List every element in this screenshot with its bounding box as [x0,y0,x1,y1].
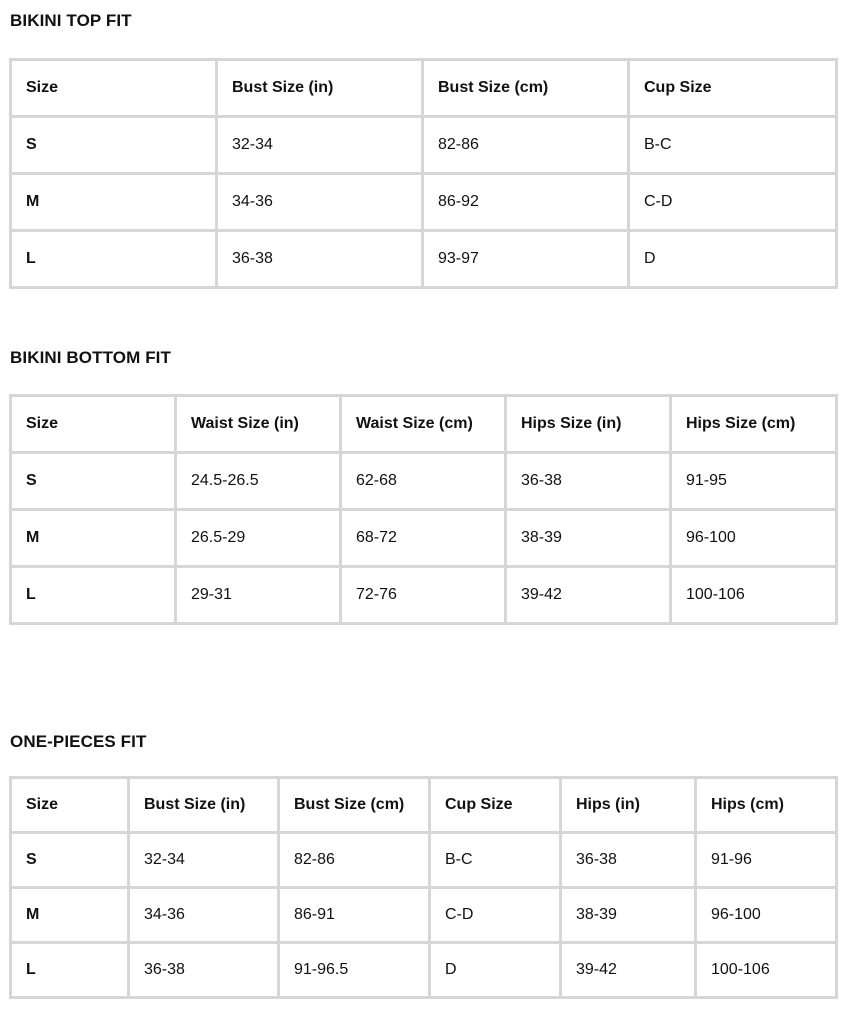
size-cell: M [11,174,217,231]
bikini-bottom-title: BIKINI BOTTOM FIT [10,348,171,367]
table-cell: 34-36 [129,888,279,943]
size-cell: S [11,117,217,174]
table-cell: 86-92 [423,174,629,231]
size-cell: M [11,510,176,567]
size-cell: L [11,231,217,288]
column-header: Waist Size (in) [176,396,341,453]
table-cell: 72-76 [341,567,506,624]
table-cell: D [430,943,561,998]
table-cell: 82-86 [423,117,629,174]
table-cell: 62-68 [341,453,506,510]
table-cell: 26.5-29 [176,510,341,567]
table-header-row [11,778,837,833]
table-cell: D [629,231,837,288]
size-cell: L [11,943,129,998]
size-cell: L [11,567,176,624]
column-header: Hips Size (cm) [671,396,837,453]
table-cell: 91-96 [696,833,837,888]
column-header: Bust Size (cm) [279,778,430,833]
column-header: Hips (in) [561,778,696,833]
bikini-top-size-table [9,58,838,289]
table-cell: C-D [629,174,837,231]
table-cell: 32-34 [217,117,423,174]
table-cell: C-D [430,888,561,943]
column-header: Bust Size (in) [129,778,279,833]
table-header-row [11,396,837,453]
table-row [11,174,837,231]
table-cell: 39-42 [561,943,696,998]
table-cell: B-C [629,117,837,174]
table-cell: 32-34 [129,833,279,888]
table-cell: 34-36 [217,174,423,231]
table-cell: 39-42 [506,567,671,624]
table-cell: 38-39 [506,510,671,567]
table-cell: 68-72 [341,510,506,567]
table-cell: 100-106 [696,943,837,998]
column-header: Cup Size [430,778,561,833]
table-row [11,510,837,567]
table-cell: 36-38 [217,231,423,288]
column-header: Size [11,778,129,833]
column-header: Hips (cm) [696,778,837,833]
one-pieces-size-table [9,776,838,999]
table-row [11,231,837,288]
table-row [11,453,837,510]
column-header: Bust Size (in) [217,60,423,117]
table-cell: 36-38 [561,833,696,888]
table-cell: 93-97 [423,231,629,288]
column-header: Hips Size (in) [506,396,671,453]
table-cell: 100-106 [671,567,837,624]
size-cell: M [11,888,129,943]
table-cell: 96-100 [696,888,837,943]
table-row [11,567,837,624]
table-header-row [11,60,837,117]
column-header: Bust Size (cm) [423,60,629,117]
column-header: Waist Size (cm) [341,396,506,453]
table-cell: 36-38 [506,453,671,510]
table-cell: 36-38 [129,943,279,998]
size-cell: S [11,453,176,510]
table-cell: 91-95 [671,453,837,510]
bikini-top-title: BIKINI TOP FIT [10,11,132,30]
column-header: Size [11,60,217,117]
table-cell: 96-100 [671,510,837,567]
table-cell: 38-39 [561,888,696,943]
size-cell: S [11,833,129,888]
table-cell: 82-86 [279,833,430,888]
one-pieces-title: ONE-PIECES FIT [10,732,147,751]
table-row [11,833,837,888]
table-cell: 24.5-26.5 [176,453,341,510]
table-cell: B-C [430,833,561,888]
bikini-bottom-size-table [9,394,838,625]
column-header: Size [11,396,176,453]
column-header: Cup Size [629,60,837,117]
table-cell: 29-31 [176,567,341,624]
table-row [11,943,837,998]
table-cell: 91-96.5 [279,943,430,998]
table-cell: 86-91 [279,888,430,943]
table-row [11,117,837,174]
table-row [11,888,837,943]
